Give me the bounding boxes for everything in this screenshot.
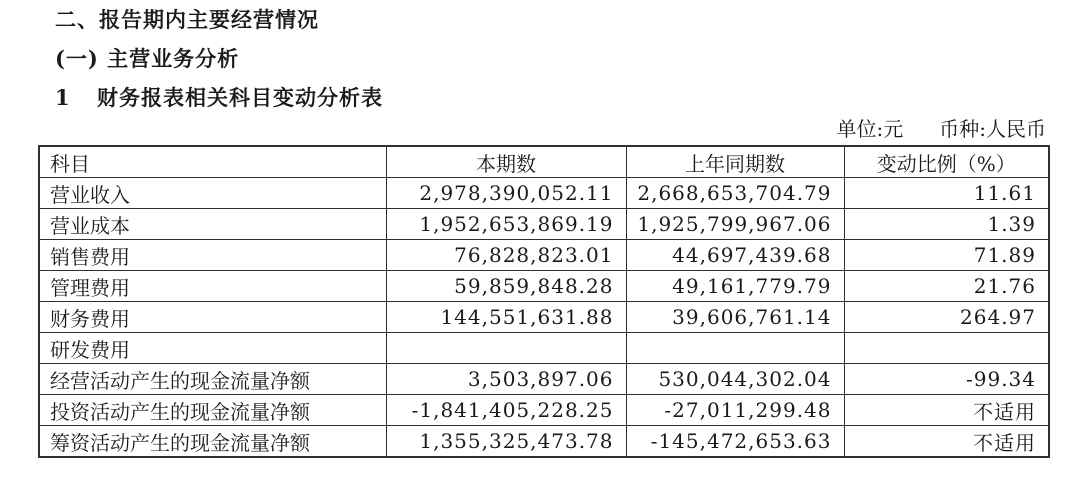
value-cell xyxy=(844,333,1049,364)
value-cell: 1,925,799,967.06 xyxy=(626,209,844,240)
currency-label: 币种:人民币 xyxy=(939,117,1046,141)
unit-line xyxy=(38,113,1046,142)
table-row xyxy=(39,271,1049,302)
value-cell: 1.39 xyxy=(844,209,1049,240)
row-label-cell: 营业收入 xyxy=(39,178,386,209)
table-row xyxy=(39,333,1049,364)
table-row xyxy=(39,240,1049,271)
value-cell: 264.97 xyxy=(844,302,1049,333)
value-cell: 71.89 xyxy=(844,240,1049,271)
value-cell xyxy=(386,333,626,364)
table-row xyxy=(39,302,1049,333)
table-row xyxy=(39,178,1049,209)
row-label-cell: 投资活动产生的现金流量净额 xyxy=(39,395,386,426)
value-cell: 39,606,761.14 xyxy=(626,302,844,333)
item-heading xyxy=(55,85,383,111)
row-label-cell: 财务费用 xyxy=(39,302,386,333)
value-cell: 1,952,653,869.19 xyxy=(386,209,626,240)
value-cell: 144,551,631.88 xyxy=(386,302,626,333)
table-header xyxy=(39,146,1049,178)
row-label-cell: 营业成本 xyxy=(39,209,386,240)
row-label-cell: 筹资活动产生的现金流量净额 xyxy=(39,426,386,458)
value-cell: 59,859,848.28 xyxy=(386,271,626,302)
column-header: 本期数 xyxy=(386,146,626,178)
value-cell: 1,355,325,473.78 xyxy=(386,426,626,458)
value-cell: 不适用 xyxy=(844,395,1049,426)
row-label-cell: 管理费用 xyxy=(39,271,386,302)
table-body xyxy=(39,178,1049,458)
table-header-row xyxy=(39,146,1049,178)
table-row xyxy=(39,209,1049,240)
table-row xyxy=(39,426,1049,458)
value-cell: 49,161,779.79 xyxy=(626,271,844,302)
value-cell: -27,011,299.48 xyxy=(626,395,844,426)
value-cell: 21.76 xyxy=(844,271,1049,302)
row-label-cell: 研发费用 xyxy=(39,333,386,364)
value-cell: 不适用 xyxy=(844,426,1049,458)
column-header: 变动比例（%） xyxy=(844,146,1049,178)
item-title: 财务报表相关科目变动分析表 xyxy=(97,85,383,110)
value-cell: -145,472,653.63 xyxy=(626,426,844,458)
table-row xyxy=(39,364,1049,395)
value-cell xyxy=(626,333,844,364)
value-cell: -99.34 xyxy=(844,364,1049,395)
section-title: 二、报告期内主要经营情况 xyxy=(55,7,319,32)
row-label-cell: 经营活动产生的现金流量净额 xyxy=(39,364,386,395)
value-cell: 11.61 xyxy=(844,178,1049,209)
financial-changes-table xyxy=(38,145,1050,458)
value-cell: 76,828,823.01 xyxy=(386,240,626,271)
unit-label: 单位:元 xyxy=(836,117,904,141)
value-cell: 44,697,439.68 xyxy=(626,240,844,271)
table-row xyxy=(39,395,1049,426)
item-number: 1 xyxy=(55,85,71,110)
value-cell: 2,978,390,052.11 xyxy=(386,178,626,209)
value-cell: 530,044,302.04 xyxy=(626,364,844,395)
value-cell: 2,668,653,704.79 xyxy=(626,178,844,209)
column-header: 科目 xyxy=(39,146,386,178)
value-cell: -1,841,405,228.25 xyxy=(386,395,626,426)
value-cell: 3,503,897.06 xyxy=(386,364,626,395)
subsection-title: (一) 主营业务分析 xyxy=(55,46,240,71)
row-label-cell: 销售费用 xyxy=(39,240,386,271)
column-header: 上年同期数 xyxy=(626,146,844,178)
